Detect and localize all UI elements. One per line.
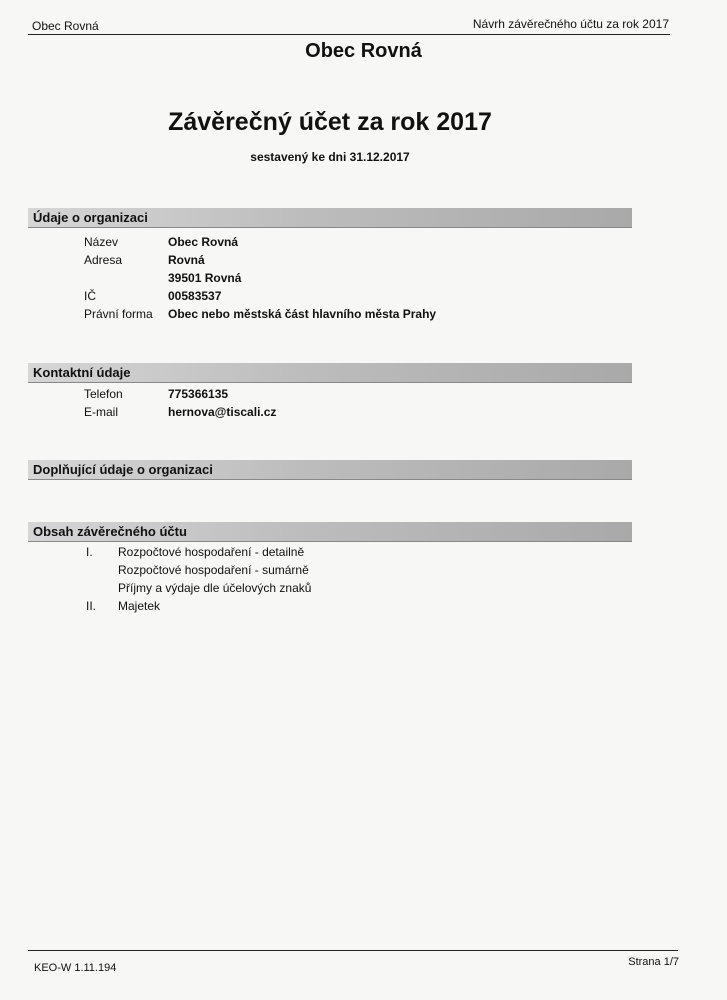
footer-page-number: Strana 1/7 — [628, 956, 679, 968]
contents-item: Rozpočtové hospodaření - detailně — [118, 545, 305, 559]
section-heading-contact: Kontaktní údaje — [28, 363, 632, 383]
footer-rule — [28, 950, 678, 951]
document-title: Závěrečný účet za rok 2017 — [168, 108, 492, 136]
contents-item: Majetek — [118, 599, 161, 613]
contact-email-value: hernova@tiscali.cz — [168, 405, 277, 419]
org-address-city: 39501 Rovná — [168, 271, 242, 285]
org-address-label: Adresa — [84, 253, 123, 267]
org-name-label: Název — [84, 235, 119, 249]
contents-numeral: II. — [86, 599, 97, 613]
header-rule — [28, 34, 670, 35]
organization-title: Obec Rovná — [305, 40, 422, 62]
org-id-value: 00583537 — [168, 289, 222, 303]
section-heading-contents: Obsah závěrečného účtu — [28, 522, 632, 542]
section-heading-additional: Doplňující údaje o organizaci — [28, 460, 632, 480]
contents-item: Příjmy a výdaje dle účelových znaků — [118, 581, 312, 595]
contents-item: Rozpočtové hospodaření - sumárně — [118, 563, 309, 577]
footer-software-version: KEO-W 1.11.194 — [34, 962, 117, 974]
org-id-label: IČ — [84, 289, 96, 303]
contact-phone-value: 775366135 — [168, 387, 229, 401]
running-header-right: Návrh závěrečného účtu za rok 2017 — [472, 17, 669, 31]
org-name-value: Obec Rovná — [168, 235, 239, 249]
contact-email-label: E-mail — [84, 405, 119, 419]
contact-phone-label: Telefon — [84, 387, 123, 401]
section-heading-organization: Údaje o organizaci — [28, 208, 632, 228]
org-address-value: Rovná — [168, 253, 205, 267]
running-header-left: Obec Rovná — [32, 19, 99, 33]
org-legal-form-label: Právní forma — [84, 307, 153, 321]
document-subtitle: sestavený ke dni 31.12.2017 — [250, 150, 410, 164]
org-legal-form-value: Obec nebo městská část hlavního města Prahy — [168, 307, 437, 321]
contents-numeral: I. — [86, 545, 93, 559]
